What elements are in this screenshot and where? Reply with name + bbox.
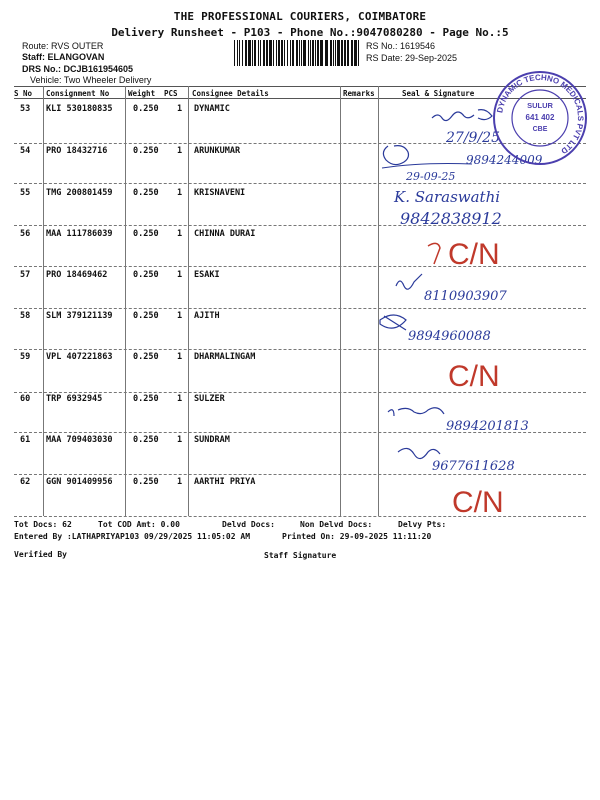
row-consignment: PRO 18469462 — [46, 270, 108, 280]
row-consignee: DHARMALINGAM — [194, 352, 256, 362]
total-cod: Tot COD Amt: 0.00 — [98, 520, 180, 529]
row-consignment: GGN 901409956 — [46, 477, 113, 487]
row-consignment: VPL 407221863 — [46, 352, 113, 362]
delivered-docs: Delvd Docs: — [222, 520, 275, 529]
row-consignment: KLI 530180835 — [46, 104, 113, 114]
col-remarks: Remarks — [343, 89, 375, 98]
handwriting-name-row55: K. Saraswathi — [394, 188, 501, 206]
row-weight: 0.250 — [133, 477, 159, 487]
col-signature: Seal & Signature — [402, 89, 475, 98]
handwriting-phone-row61: 9677611628 — [432, 459, 515, 474]
row-consignment: MAA 111786039 — [46, 229, 113, 239]
drs-number: DRS No.: DCJB161954605 — [22, 64, 134, 74]
row-consignee: DYNAMIC — [194, 104, 230, 114]
row-consignee: AARTHI PRIYA — [194, 477, 256, 487]
row-sno: 58 — [20, 311, 31, 321]
staff-label: Staff: ELANGOVAN — [22, 52, 105, 62]
handwriting-phone-row54: 9894244009 — [466, 153, 543, 167]
signature-row54 — [382, 146, 543, 183]
row-weight: 0.250 — [133, 435, 159, 445]
cn-text-row56: C/N — [448, 238, 500, 271]
route-label: Route: RVS OUTER — [22, 41, 104, 51]
row-consignment: SLM 379121139 — [46, 311, 113, 321]
row-pcs: 1 — [177, 229, 183, 239]
row-pcs: 1 — [177, 477, 183, 487]
signature-row61 — [398, 448, 440, 458]
row-sno: 53 — [20, 104, 31, 114]
handwriting-phone-row58: 9894960088 — [408, 329, 491, 344]
cn-text-row59: C/N — [448, 360, 500, 393]
row-consignee: AJITH — [194, 311, 220, 321]
row-consignee: KRISNAVENI — [194, 188, 246, 198]
col-pcs: PCS — [164, 89, 178, 98]
rs-date: RS Date: 29-Sep-2025 — [366, 53, 458, 63]
vehicle-label: Vehicle: Two Wheeler Delivery — [30, 75, 152, 85]
runsheet-title: Delivery Runsheet - P103 - Phone No.:9047080280 - Page No.:5 — [111, 26, 509, 39]
stamp-ring-text: DYNAMIC TECHNO MEDICALS PVT LTD — [495, 72, 586, 156]
row-consignee: ESAKI — [194, 270, 220, 280]
row-sno: 61 — [20, 435, 31, 445]
row-consignee: CHINNA DURAI — [194, 229, 256, 239]
handwriting-phone-row60: 9894201813 — [446, 419, 529, 434]
handwriting-phone-row57: 8110903907 — [424, 289, 507, 304]
signature-row53 — [432, 110, 500, 146]
row-sno: 62 — [20, 477, 31, 487]
row-pcs: 1 — [177, 270, 183, 280]
handwriting-date-row54: 29-09-25 — [406, 170, 456, 183]
signature-row60 — [388, 408, 444, 416]
row-consignment: TMG 200801459 — [46, 188, 113, 198]
row-consignee: SUNDRAM — [194, 435, 230, 445]
printed-on: Printed On: 29-09-2025 11:11:20 — [282, 532, 432, 541]
col-consignee: Consignee Details — [192, 89, 269, 98]
row-sno: 57 — [20, 270, 31, 280]
delivery-points: Delvy Pts: — [398, 520, 447, 529]
row-sno: 59 — [20, 352, 31, 362]
row-weight: 0.250 — [133, 352, 159, 362]
cn-text-row62: C/N — [452, 486, 504, 519]
cn-mark-row56 — [428, 238, 500, 271]
row-sno: 55 — [20, 188, 31, 198]
row-consignee: ARUNKUMAR — [194, 146, 241, 156]
handwriting-date-row53: 27/9/25 — [446, 130, 500, 146]
row-sno: 54 — [20, 146, 31, 156]
total-docs: Tot Docs: 62 — [14, 520, 72, 529]
row-weight: 0.250 — [133, 229, 159, 239]
row-pcs: 1 — [177, 146, 183, 156]
stamp-center-pin: 641 402 — [525, 113, 555, 122]
row-consignment: PRO 18432716 — [46, 146, 108, 156]
col-weight: Weight — [128, 89, 156, 98]
handwriting-phone-row55: 9842838912 — [400, 209, 502, 228]
row-weight: 0.250 — [133, 270, 159, 280]
row-sno: 56 — [20, 229, 31, 239]
row-pcs: 1 — [177, 311, 183, 321]
row-pcs: 1 — [177, 435, 183, 445]
row-consignment: MAA 709403030 — [46, 435, 113, 445]
stamp-center-bottom: CBE — [532, 126, 548, 133]
company-title: THE PROFESSIONAL COURIERS, COIMBATORE — [173, 10, 427, 23]
row-weight: 0.250 — [133, 146, 159, 156]
row-pcs: 1 — [177, 188, 183, 198]
staff-signature: Staff Signature — [264, 551, 337, 560]
row-weight: 0.250 — [133, 311, 159, 321]
stamp-center-top: SULUR — [527, 101, 553, 110]
col-consignment: Consignment No — [46, 89, 110, 98]
row-pcs: 1 — [177, 394, 183, 404]
row-weight: 0.250 — [133, 394, 159, 404]
rs-number: RS No.: 1619546 — [366, 41, 436, 51]
row-sno: 60 — [20, 394, 31, 404]
row-consignee: SULZER — [194, 394, 225, 404]
verified-by: Verified By — [14, 550, 67, 559]
non-delivered-docs: Non Delvd Docs: — [300, 520, 373, 529]
row-weight: 0.250 — [133, 104, 159, 114]
col-sno: S No — [14, 89, 33, 98]
row-weight: 0.250 — [133, 188, 159, 198]
row-pcs: 1 — [177, 352, 183, 362]
entered-by: Entered By :LATHAPRIYAP103 09/29/2025 11:05:02 AM — [14, 532, 251, 541]
company-stamp — [494, 72, 586, 164]
row-pcs: 1 — [177, 104, 183, 114]
signature-row57 — [396, 274, 422, 289]
row-consignment: TRP 6932945 — [46, 394, 103, 404]
signature-row58 — [380, 315, 406, 330]
